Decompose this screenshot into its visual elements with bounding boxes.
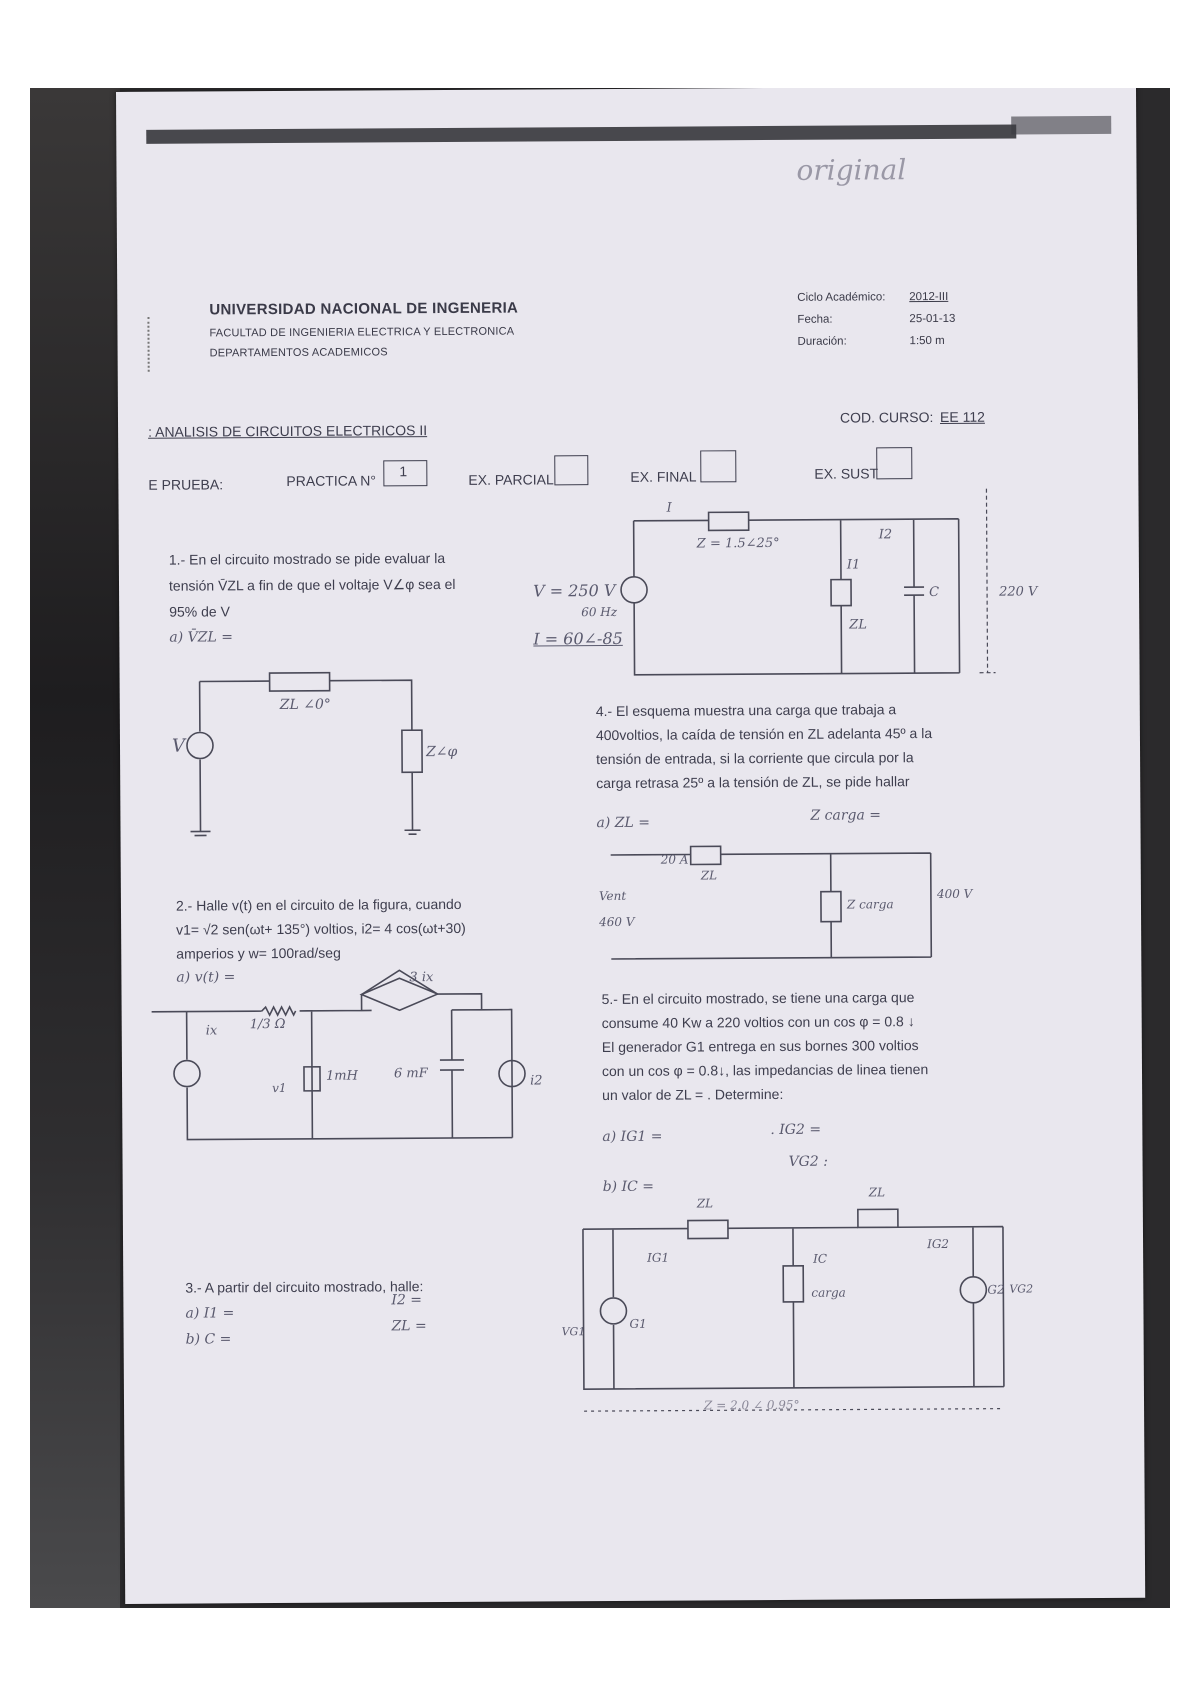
ciclo-label: Ciclo Académico: <box>797 291 886 304</box>
p2-i2: i2 <box>530 1073 543 1089</box>
p4-line4: carga retrasa 25º a la tensión de ZL, se pide hallar <box>596 773 910 792</box>
p2-line2: v1= √2 sen(ωt+ 135°) voltios, i2= 4 cos(ωt+30) <box>176 919 466 938</box>
p5-line1: 5.- En el circuito mostrado, se tiene una carga que <box>601 989 915 1008</box>
p4-400: 400 V <box>936 886 973 902</box>
p3-zl: ZL = <box>391 1318 427 1335</box>
p3-v: V = 250 V <box>532 580 616 601</box>
p4-460: 460 V <box>599 914 635 930</box>
p3-i2: I2 = <box>391 1292 423 1309</box>
p3-z1: Z = 1.5∠25° <box>696 535 780 552</box>
p4-line1: 4.- El esquema muestra una carga que trabaja a <box>595 701 897 720</box>
p5-question-b: b) IC = <box>602 1178 655 1196</box>
p5-ic: IC <box>813 1251 828 1266</box>
p5-g2: G2 <box>987 1282 1005 1297</box>
p4-zc: Z carga = <box>810 807 882 824</box>
handwritten-mark: original <box>796 153 907 187</box>
parcial-label: EX. PARCIAL <box>468 471 554 488</box>
p1-v-label: V <box>171 735 186 757</box>
p5-g1: G1 <box>629 1316 647 1331</box>
p2-question-a: a) v(t) = <box>176 969 236 986</box>
course-code-label: COD. CURSO: <box>839 409 934 426</box>
p5-zl2: ZL <box>868 1185 886 1200</box>
p3-i1: I1 <box>846 557 861 573</box>
p4-20a: 20 A <box>660 852 689 867</box>
circuit-diagrams <box>116 88 1145 1604</box>
p3-question-a: a) I1 = <box>185 1305 235 1322</box>
p5-line2: consume 40 Kw a 220 voltios con un cos φ = 0.8 ↓ <box>601 1013 915 1032</box>
p3-i-top: I <box>666 500 672 516</box>
duracion-label: Duración: <box>797 335 847 348</box>
p1-line3: 95% de V <box>169 603 230 620</box>
fecha-label: Fecha: <box>797 313 833 326</box>
course-code-value: EE 112 <box>939 408 985 425</box>
p1-question-a: a) V̄ZL = <box>169 629 233 646</box>
practica-value: 1 <box>399 463 408 480</box>
faculty-name: FACULTAD DE INGENIERIA ELECTRICA Y ELECTRONICA <box>209 325 515 340</box>
p2-3ix: 3 ix <box>409 970 434 986</box>
test-type-label: E PRUEBA: <box>148 476 224 493</box>
p3-line1: 3.- A partir del circuito mostrado, halle: <box>185 1278 424 1296</box>
p5-line5: un valor de ZL = . Determine: <box>602 1085 784 1104</box>
p3-freq: 60 Hz <box>581 604 618 620</box>
p5-line4: con un cos φ = 0.8↓, las impedancias de linea tienen <box>601 1061 929 1080</box>
practica-label: PRACTICA N° <box>286 472 377 489</box>
p2-line1: 2.- Halle v(t) en el circuito de la figura, cuando <box>175 895 462 914</box>
sust-label: EX. SUST <box>814 465 879 482</box>
university-name: UNIVERSIDAD NACIONAL DE INGENERIA <box>209 299 519 319</box>
p3-i: I = 60∠-85 <box>533 628 623 649</box>
p2-ix: ix <box>205 1023 218 1039</box>
p1-zl-label: ZL ∠0° <box>279 696 331 714</box>
p3-c: C <box>929 584 940 601</box>
dark-surface <box>30 88 120 1608</box>
photo-background <box>30 88 1170 1608</box>
p2-r: 1/3 Ω <box>249 1016 286 1033</box>
course-name: : ANALISIS DE CIRCUITOS ELECTRICOS II <box>148 422 428 440</box>
fecha-value: 25-01-13 <box>909 312 956 326</box>
p5-ig1: IG1 <box>647 1250 670 1265</box>
p2-line3: amperios y w= 100rad/seg <box>176 944 341 962</box>
p2-l: 1mH <box>325 1068 358 1084</box>
p4-zcarga: Z carga <box>846 897 894 912</box>
p5-ig2: . IG2 = <box>770 1121 822 1139</box>
ciclo-value: 2012-III <box>909 290 949 304</box>
p5-bottom: Z = 2.0 ∠ 0.95° <box>703 1397 800 1413</box>
exam-sheet <box>116 88 1145 1604</box>
p3-zl-c: ZL <box>849 617 867 633</box>
p4-question-a: a) ZL = <box>596 814 650 832</box>
p3-220: 220 V <box>999 584 1038 600</box>
p5-vg1: VG1 <box>561 1325 586 1339</box>
p5-carga: carga <box>811 1285 846 1300</box>
department-name: DEPARTAMENTOS ACADEMICOS <box>209 346 388 360</box>
p5-line3: El generador G1 entrega en sus bornes 300 voltios <box>601 1037 919 1056</box>
p2-c: 6 mF <box>393 1066 428 1082</box>
p3-i2b: I2 <box>878 527 893 543</box>
p2-v1: v1 <box>272 1080 287 1096</box>
p4-line2: 400voltios, la caída de tensión en ZL adelanta 45º a la <box>595 725 933 744</box>
p5-question-a: a) IG1 = <box>602 1128 663 1146</box>
p5-vg2b: VG2 <box>1009 1282 1034 1296</box>
p3-question-b: b) C = <box>185 1331 232 1348</box>
p1-line2: tensión V̄ZL a fin de que el voltaje V∠φ sea el <box>168 575 456 594</box>
duracion-value: 1:50 m <box>909 334 945 348</box>
p4-line3: tensión de entrada, si la corriente que circula por la <box>596 749 914 768</box>
p5-zl1: ZL <box>696 1196 714 1211</box>
p5-ig2b: IG2 <box>927 1236 950 1252</box>
p4-vent: Vent <box>598 888 627 904</box>
p1-z-label: Z∠φ <box>425 743 458 761</box>
p5-vg2: VG2 : <box>788 1153 828 1170</box>
p4-zl: ZL <box>700 868 718 883</box>
final-label: EX. FINAL <box>630 468 697 485</box>
p1-line1: 1.- En el circuito mostrado se pide evaluar la <box>168 549 446 568</box>
